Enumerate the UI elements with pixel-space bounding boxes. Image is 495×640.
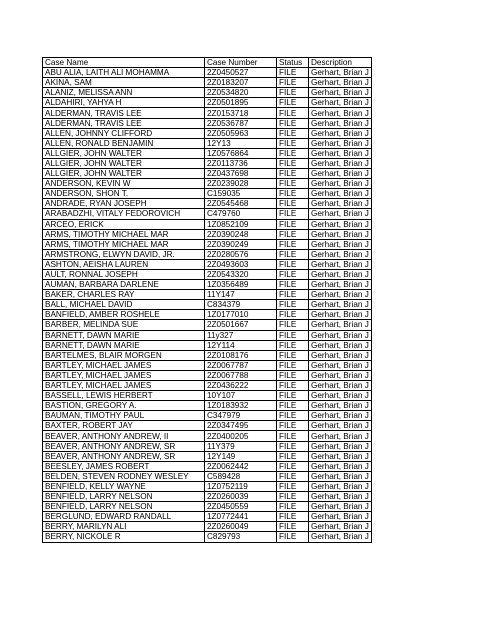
cell-case-number: 2Z0260039 <box>205 492 277 502</box>
cell-description: Gerhart, Brian J <box>309 481 372 491</box>
cell-status: FILE <box>277 199 309 209</box>
cell-case-number: 12Y13 <box>205 138 277 148</box>
cell-case-number: C589428 <box>205 471 277 481</box>
table-row <box>43 108 372 118</box>
cell-description: Gerhart, Brian J <box>309 391 372 401</box>
cell-status: FILE <box>277 219 309 229</box>
cell-description: Gerhart, Brian J <box>309 461 372 471</box>
cell-status: FILE <box>277 158 309 168</box>
cell-case-number: 2Z0501667 <box>205 320 277 330</box>
cell-status: FILE <box>277 330 309 340</box>
cell-case-name: ALANIZ, MELISSA ANN <box>43 88 205 98</box>
table-row <box>43 88 372 98</box>
cell-status: FILE <box>277 502 309 512</box>
cell-status: FILE <box>277 189 309 199</box>
table-row <box>43 310 372 320</box>
cell-case-number: 2Z0108176 <box>205 350 277 360</box>
cell-case-number: 2Z0062442 <box>205 461 277 471</box>
cell-case-name: BAXTER, ROBERT JAY <box>43 421 205 431</box>
table-row <box>43 492 372 502</box>
header-description: Description <box>309 58 372 68</box>
cell-description: Gerhart, Brian J <box>309 340 372 350</box>
cell-case-number: 2Z0436222 <box>205 381 277 391</box>
cell-case-name: ALLGIER, JOHN WALTER <box>43 169 205 179</box>
cell-description: Gerhart, Brian J <box>309 209 372 219</box>
cell-status: FILE <box>277 532 309 542</box>
cell-case-name: ASHTON, AEISHA LAUREN <box>43 259 205 269</box>
table-row <box>43 219 372 229</box>
cell-description: Gerhart, Brian J <box>309 290 372 300</box>
case-table <box>42 57 372 543</box>
cell-case-number: 2Z0505963 <box>205 128 277 138</box>
cell-case-name: ANDRADE, RYAN JOSEPH <box>43 199 205 209</box>
table-row <box>43 179 372 189</box>
cell-status: FILE <box>277 68 309 78</box>
table-row <box>43 148 372 158</box>
table-row <box>43 68 372 78</box>
cell-case-number: 2Z0067788 <box>205 370 277 380</box>
cell-case-name: AUMAN, BARBARA DARLENE <box>43 280 205 290</box>
cell-case-number: 2Z0390248 <box>205 229 277 239</box>
cell-case-name: ARABADZHI, VITALY FEDOROVICH <box>43 209 205 219</box>
table-row <box>43 381 372 391</box>
cell-case-name: BALL, MICHAEL DAVID <box>43 300 205 310</box>
cell-description: Gerhart, Brian J <box>309 158 372 168</box>
cell-case-number: 1Z0576864 <box>205 148 277 158</box>
cell-case-name: BARNETT, DAWN MARIE <box>43 340 205 350</box>
cell-description: Gerhart, Brian J <box>309 78 372 88</box>
cell-case-name: BEAVER, ANTHONY ANDREW, SR <box>43 441 205 451</box>
cell-status: FILE <box>277 512 309 522</box>
cell-case-name: ANDERSON, KEVIN W <box>43 179 205 189</box>
cell-description: Gerhart, Brian J <box>309 259 372 269</box>
cell-description: Gerhart, Brian J <box>309 148 372 158</box>
cell-status: FILE <box>277 118 309 128</box>
cell-description: Gerhart, Brian J <box>309 370 372 380</box>
cell-status: FILE <box>277 350 309 360</box>
cell-description: Gerhart, Brian J <box>309 199 372 209</box>
table-row <box>43 169 372 179</box>
cell-status: FILE <box>277 411 309 421</box>
cell-case-name: BEESLEY, JAMES ROBERT <box>43 461 205 471</box>
table-row <box>43 239 372 249</box>
table-row <box>43 360 372 370</box>
table-row <box>43 411 372 421</box>
cell-case-name: BASTION, GREGORY A. <box>43 401 205 411</box>
cell-case-number: 2Z0280576 <box>205 249 277 259</box>
cell-case-name: BAUMAN, TIMOTHY PAUL <box>43 411 205 421</box>
cell-case-name: AULT, RONNAL JOSEPH <box>43 269 205 279</box>
cell-description: Gerhart, Brian J <box>309 431 372 441</box>
cell-case-number: 2Z0260049 <box>205 522 277 532</box>
table-row <box>43 340 372 350</box>
cell-description: Gerhart, Brian J <box>309 512 372 522</box>
cell-case-name: ALLEN, JOHNNY CLIFFORD <box>43 128 205 138</box>
cell-description: Gerhart, Brian J <box>309 310 372 320</box>
cell-case-number: 2Z0437698 <box>205 169 277 179</box>
cell-case-number: 2Z0153718 <box>205 108 277 118</box>
cell-description: Gerhart, Brian J <box>309 68 372 78</box>
cell-status: FILE <box>277 492 309 502</box>
cell-case-number: 2Z0390249 <box>205 239 277 249</box>
cell-status: FILE <box>277 481 309 491</box>
cell-case-name: ALLEN, RONALD BENJAMIN <box>43 138 205 148</box>
table-row <box>43 158 372 168</box>
cell-case-number: 11Y379 <box>205 441 277 451</box>
cell-description: Gerhart, Brian J <box>309 169 372 179</box>
cell-case-name: ARMS, TIMOTHY MICHAEL MAR <box>43 239 205 249</box>
cell-status: FILE <box>277 300 309 310</box>
cell-status: FILE <box>277 269 309 279</box>
table-row <box>43 98 372 108</box>
cell-status: FILE <box>277 280 309 290</box>
table-row <box>43 502 372 512</box>
cell-description: Gerhart, Brian J <box>309 421 372 431</box>
table-row <box>43 532 372 542</box>
cell-description: Gerhart, Brian J <box>309 441 372 451</box>
cell-case-number: 1Z0356489 <box>205 280 277 290</box>
cell-case-number: 2Z0347495 <box>205 421 277 431</box>
cell-status: FILE <box>277 310 309 320</box>
cell-status: FILE <box>277 340 309 350</box>
cell-case-number: 1Z0852109 <box>205 219 277 229</box>
cell-description: Gerhart, Brian J <box>309 118 372 128</box>
cell-description: Gerhart, Brian J <box>309 280 372 290</box>
cell-case-name: BENFIELD, LARRY NELSON <box>43 502 205 512</box>
cell-status: FILE <box>277 401 309 411</box>
cell-case-name: BARTLEY, MICHAEL JAMES <box>43 360 205 370</box>
cell-case-name: ARMS, TIMOTHY MICHAEL MAR <box>43 229 205 239</box>
cell-case-number: C834379 <box>205 300 277 310</box>
table-row <box>43 481 372 491</box>
cell-case-number: 2Z0183207 <box>205 78 277 88</box>
cell-status: FILE <box>277 88 309 98</box>
cell-status: FILE <box>277 108 309 118</box>
cell-case-name: BELDEN, STEVEN RODNEY WESLEY <box>43 471 205 481</box>
table-row <box>43 229 372 239</box>
cell-status: FILE <box>277 522 309 532</box>
table-row <box>43 138 372 148</box>
cell-case-name: BENFIELD, KELLY WAYNE <box>43 481 205 491</box>
cell-status: FILE <box>277 259 309 269</box>
cell-description: Gerhart, Brian J <box>309 249 372 259</box>
cell-case-number: 1Z0752119 <box>205 481 277 491</box>
cell-description: Gerhart, Brian J <box>309 138 372 148</box>
cell-description: Gerhart, Brian J <box>309 320 372 330</box>
table-row <box>43 431 372 441</box>
cell-status: FILE <box>277 179 309 189</box>
cell-case-name: BEAVER, ANTHONY ANDREW, SR <box>43 451 205 461</box>
table-row <box>43 189 372 199</box>
table-row <box>43 269 372 279</box>
table-row <box>43 471 372 481</box>
cell-case-number: 10Y107 <box>205 391 277 401</box>
cell-description: Gerhart, Brian J <box>309 189 372 199</box>
table-row <box>43 391 372 401</box>
cell-case-number: 1Z0772441 <box>205 512 277 522</box>
cell-description: Gerhart, Brian J <box>309 108 372 118</box>
cell-description: Gerhart, Brian J <box>309 350 372 360</box>
cell-description: Gerhart, Brian J <box>309 300 372 310</box>
cell-status: FILE <box>277 360 309 370</box>
cell-status: FILE <box>277 381 309 391</box>
cell-description: Gerhart, Brian J <box>309 219 372 229</box>
header-status: Status <box>277 58 309 68</box>
cell-case-number: 2Z0450527 <box>205 68 277 78</box>
cell-case-number: C347979 <box>205 411 277 421</box>
cell-case-name: BASSELL, LEWIS HERBERT <box>43 391 205 401</box>
cell-case-number: 2Z0545468 <box>205 199 277 209</box>
cell-description: Gerhart, Brian J <box>309 269 372 279</box>
cell-case-number: 1Z0177010 <box>205 310 277 320</box>
table-row <box>43 259 372 269</box>
cell-description: Gerhart, Brian J <box>309 239 372 249</box>
table-row <box>43 320 372 330</box>
cell-status: FILE <box>277 209 309 219</box>
cell-case-name: ABU ALIA, LAITH ALI MOHAMMA <box>43 68 205 78</box>
table-row <box>43 280 372 290</box>
cell-description: Gerhart, Brian J <box>309 98 372 108</box>
cell-case-number: C829793 <box>205 532 277 542</box>
table-row <box>43 249 372 259</box>
cell-status: FILE <box>277 431 309 441</box>
table-row <box>43 512 372 522</box>
cell-case-name: BANFIELD, AMBER ROSHELE <box>43 310 205 320</box>
cell-case-number: 2Z0543320 <box>205 269 277 279</box>
cell-status: FILE <box>277 169 309 179</box>
cell-status: FILE <box>277 471 309 481</box>
cell-case-name: BARBER, MELINDA SUE <box>43 320 205 330</box>
table-row <box>43 421 372 431</box>
cell-description: Gerhart, Brian J <box>309 330 372 340</box>
cell-description: Gerhart, Brian J <box>309 179 372 189</box>
table-row <box>43 451 372 461</box>
cell-status: FILE <box>277 138 309 148</box>
cell-description: Gerhart, Brian J <box>309 128 372 138</box>
cell-status: FILE <box>277 229 309 239</box>
table-row <box>43 350 372 360</box>
cell-case-name: ARCEO, ERICK <box>43 219 205 229</box>
table-row <box>43 209 372 219</box>
cell-status: FILE <box>277 290 309 300</box>
cell-case-number: 2Z0450559 <box>205 502 277 512</box>
cell-status: FILE <box>277 78 309 88</box>
cell-description: Gerhart, Brian J <box>309 502 372 512</box>
cell-case-name: ARMSTRONG, ELWYN DAVID, JR. <box>43 249 205 259</box>
cell-description: Gerhart, Brian J <box>309 451 372 461</box>
cell-description: Gerhart, Brian J <box>309 88 372 98</box>
cell-status: FILE <box>277 148 309 158</box>
cell-status: FILE <box>277 391 309 401</box>
cell-case-number: 2Z0400205 <box>205 431 277 441</box>
cell-case-name: BARTLEY, MICHAEL JAMES <box>43 370 205 380</box>
table-body <box>43 68 372 542</box>
table-row <box>43 78 372 88</box>
cell-case-name: ALLGIER, JOHN WALTER <box>43 148 205 158</box>
table-row <box>43 330 372 340</box>
cell-case-name: AKINA, SAM <box>43 78 205 88</box>
table-row <box>43 118 372 128</box>
cell-description: Gerhart, Brian J <box>309 381 372 391</box>
cell-case-name: BARNETT, DAWN MARIE <box>43 330 205 340</box>
table-row <box>43 461 372 471</box>
cell-status: FILE <box>277 128 309 138</box>
table-row <box>43 290 372 300</box>
cell-case-name: ALDAHIRI, YAHYA H <box>43 98 205 108</box>
cell-case-name: BARTLEY, MICHAEL JAMES <box>43 381 205 391</box>
cell-status: FILE <box>277 441 309 451</box>
cell-description: Gerhart, Brian J <box>309 532 372 542</box>
table-row <box>43 199 372 209</box>
table-row <box>43 370 372 380</box>
table-row <box>43 300 372 310</box>
cell-description: Gerhart, Brian J <box>309 471 372 481</box>
cell-status: FILE <box>277 320 309 330</box>
cell-case-name: BEAVER, ANTHONY ANDREW, II <box>43 431 205 441</box>
table-row <box>43 401 372 411</box>
cell-case-number: C159035 <box>205 189 277 199</box>
cell-case-name: BERGLUND, EDWARD RANDALL <box>43 512 205 522</box>
cell-description: Gerhart, Brian J <box>309 401 372 411</box>
cell-case-number: 2Z0536787 <box>205 118 277 128</box>
cell-description: Gerhart, Brian J <box>309 360 372 370</box>
header-case-number: Case Number <box>205 58 277 68</box>
cell-case-number: 1Z0183932 <box>205 401 277 411</box>
cell-case-name: ALDERMAN, TRAVIS LEE <box>43 108 205 118</box>
cell-case-name: BENFIELD, LARRY NELSON <box>43 492 205 502</box>
cell-case-name: BAKER, CHARLES RAY <box>43 290 205 300</box>
cell-case-number: 2Z0067787 <box>205 360 277 370</box>
cell-status: FILE <box>277 451 309 461</box>
cell-description: Gerhart, Brian J <box>309 411 372 421</box>
cell-case-name: ALLGIER, JOHN WALTER <box>43 158 205 168</box>
cell-case-number: 2Z0534820 <box>205 88 277 98</box>
table-row <box>43 441 372 451</box>
cell-case-name: ANDERSON, SHON T. <box>43 189 205 199</box>
table-row <box>43 522 372 532</box>
cell-case-number: 11y327 <box>205 330 277 340</box>
cell-case-number: 2Z0113736 <box>205 158 277 168</box>
cell-status: FILE <box>277 461 309 471</box>
cell-case-number: 2Z0493603 <box>205 259 277 269</box>
cell-case-number: C479760 <box>205 209 277 219</box>
cell-description: Gerhart, Brian J <box>309 229 372 239</box>
cell-description: Gerhart, Brian J <box>309 492 372 502</box>
cell-case-number: 12Y149 <box>205 451 277 461</box>
cell-case-number: 12Y114 <box>205 340 277 350</box>
cell-case-name: ALDERMAN, TRAVIS LEE <box>43 118 205 128</box>
cell-case-number: 2Z0501895 <box>205 98 277 108</box>
header-case-name: Case Name <box>43 58 205 68</box>
cell-status: FILE <box>277 370 309 380</box>
cell-case-number: 2Z0239028 <box>205 179 277 189</box>
cell-case-number: 11Y147 <box>205 290 277 300</box>
table-row <box>43 128 372 138</box>
cell-status: FILE <box>277 239 309 249</box>
cell-case-name: BERRY, NICKOLE R <box>43 532 205 542</box>
table-header-row <box>43 58 372 68</box>
cell-description: Gerhart, Brian J <box>309 522 372 532</box>
cell-case-name: BARTELMES, BLAIR MORGEN <box>43 350 205 360</box>
cell-status: FILE <box>277 98 309 108</box>
cell-status: FILE <box>277 421 309 431</box>
cell-case-name: BERRY, MARILYN ALI <box>43 522 205 532</box>
cell-status: FILE <box>277 249 309 259</box>
